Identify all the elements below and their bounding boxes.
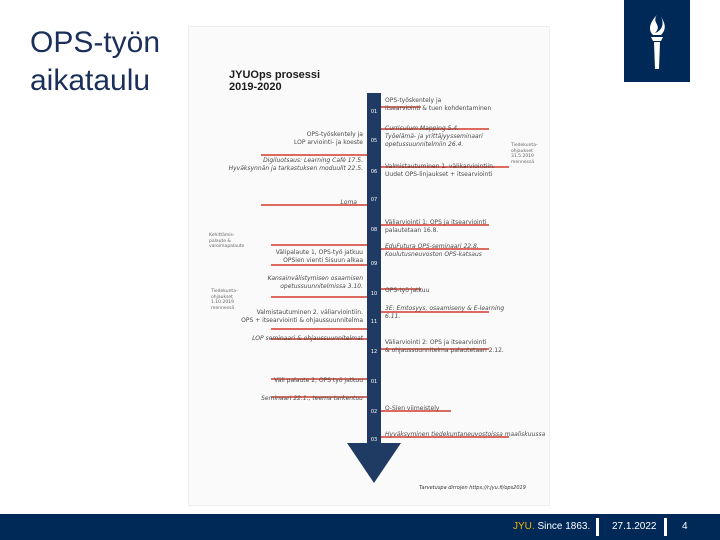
left-item: OPS-työskentely ja [306,131,363,138]
footer-separator [596,518,599,536]
right-item: OPS-työ jatkuu [385,287,430,294]
month-label: 08 [370,227,378,233]
figure-title-line-1: JYUOps prosessi [229,69,321,81]
torch-icon [637,11,677,71]
right-item: Curriculum Mapping 5.4. [385,125,460,132]
left-item: Valmistautuminen 2. väliarviointiin. [256,309,363,316]
left-item: Välipalaute 1, OPS-työ jatkuu [275,249,363,256]
month-label: 07 [370,197,378,203]
right-item: & ohjaussuunnitelma palautetaan 2.12. [385,347,504,354]
university-logo [624,0,690,82]
footer-since-label: Since 1863. [537,521,591,532]
left-item: LOP seminaari & ohjaussuunnitelmat [252,335,363,342]
footer-separator [664,518,667,536]
side-note: Kehittämis- palaute & varoimapalaute [209,233,245,249]
right-item: 6.11. [385,313,401,320]
right-item: Hyväksyminen tiedekuntaneuvostoissa maaliskuussa [385,431,546,438]
process-timeline-figure [188,26,550,506]
timeline-bar [367,93,381,443]
page-number: 4 [682,521,688,532]
month-label: 01 [370,379,378,385]
left-item: OPSien vienti Sisuun alkaa [283,257,363,264]
left-item: Väli palaute 2, OPS työ jatkuu [274,377,363,384]
left-item: Seminaari 22.1., teema tarkentuu [261,395,363,402]
month-label: 11 [370,319,378,325]
left-item: Digiluotsaus: Learning Café 17.5. [263,157,363,164]
right-item: Väliarviointi 1: OPS ja itsearviointi [385,219,487,226]
left-item: Loma [340,199,357,206]
figure-footer-note: Tarvetuspa dirrojen https://r.jyu.fi/ops2019 [419,485,526,491]
left-item: Kansainvälistymisen osaamisen [267,275,363,282]
month-label: 06 [370,169,378,175]
slide-title: OPS-työn aikataulu [30,26,161,97]
right-item: Koulutusneuvoston OPS-katsaus [385,251,482,258]
month-label: 03 [370,437,378,443]
footer-jyu-label: JYU. [513,521,535,532]
month-label: 05 [370,138,378,144]
right-item: Valmistautuminen 1. välikarviointiin. [385,163,495,170]
month-label: 02 [370,409,378,415]
timeline-arrowhead [347,443,401,483]
right-item: 3E: Emtosyys, osaamiseny & E-learning [385,305,505,312]
right-item: EduFutura OPS-seminaari 22.8. [385,243,479,250]
side-note: Tiedekunta- ohjaukset 31.5.2019 mennessä [511,143,538,165]
left-item: Hyväksynnän ja tarkastuksen moduulit 22.5. [228,165,363,172]
left-item: LOP arviointi- ja koeste [293,139,363,146]
left-item: opetussuunnitelmissa 3.10. [280,283,363,290]
right-item: itsearviointi & tuen kohdentaminen [385,105,492,112]
right-item: O-Sien viimeistely [385,405,440,412]
footer-bar [0,514,720,540]
footer-date: 27.1.2022 [612,521,657,532]
figure-title-line-2: 2019-2020 [229,81,282,93]
right-item: palautetaan 16.8. [385,227,439,234]
month-label: 01 [370,109,378,115]
right-item: Uudet OPS-linjaukset + itsearviointi [385,171,493,178]
right-item: OPS-työskentely ja [385,97,442,104]
right-item: Väliarviointi 2: OPS ja itsearviointi [385,339,487,346]
left-item: OPS + itsearviointi & ohjaussuunnitelma [241,317,363,324]
month-label: 12 [370,349,378,355]
month-label: 10 [370,291,378,297]
right-item: Työelämä- ja yrittäjyysseminaari [385,133,483,140]
month-label: 09 [370,261,378,267]
footer-org [513,521,590,532]
right-item: opetussuunnitelmiin 26.4. [385,141,464,148]
side-note: Tiedekunta- ohjaukset 1.10.2019 mennessä [211,289,238,311]
